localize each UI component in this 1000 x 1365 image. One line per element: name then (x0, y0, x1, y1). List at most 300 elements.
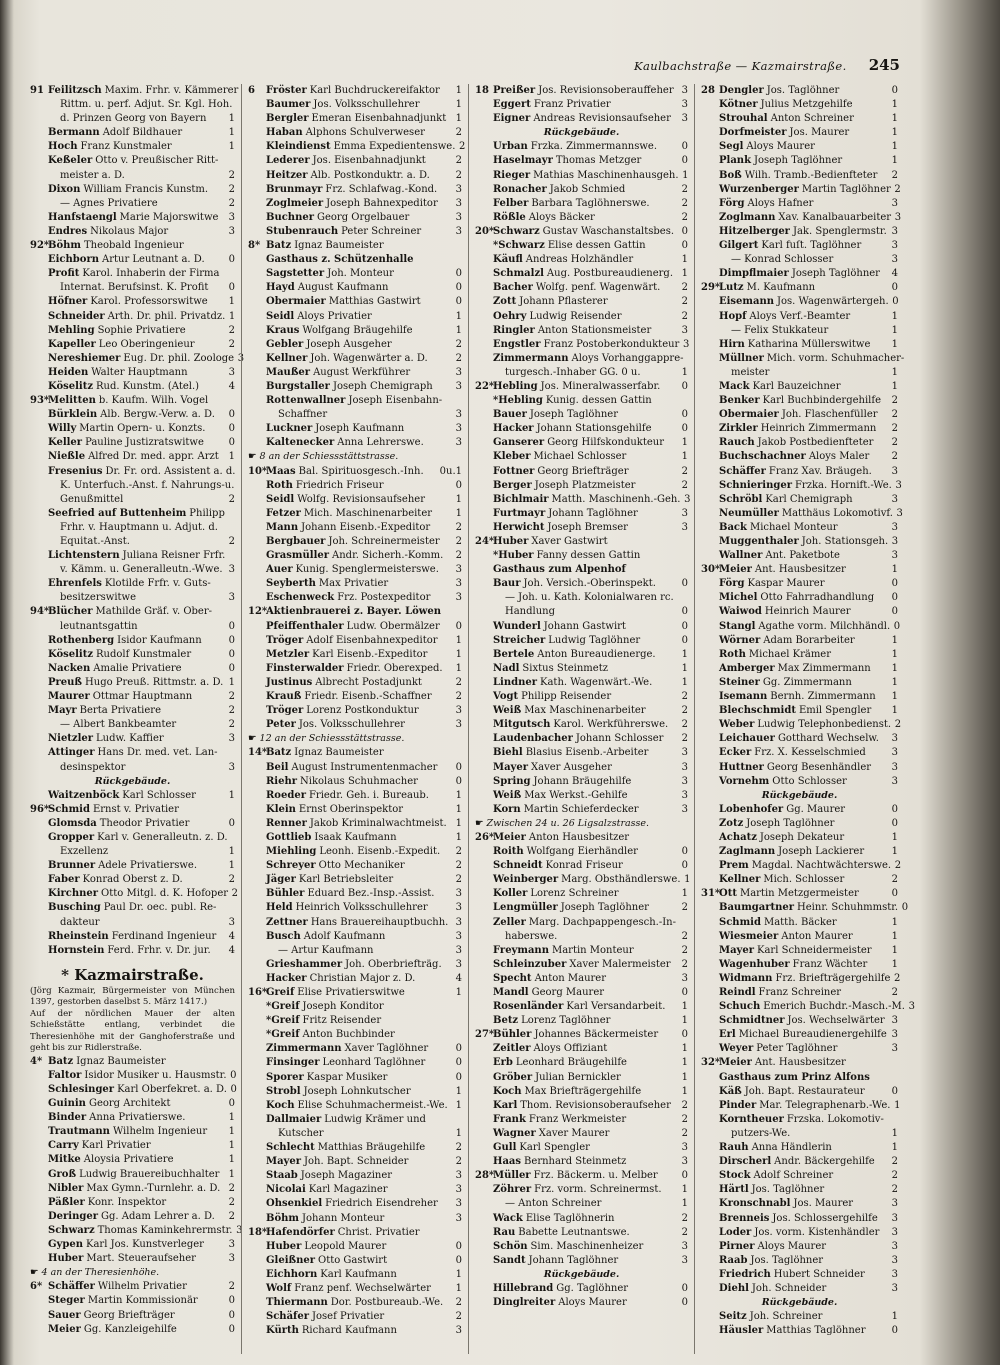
house-number (475, 1254, 493, 1268)
resident-description: Frz. Briefträgergehilfe (775, 972, 891, 984)
resident-description: Karol. Professorswitwe (90, 296, 208, 308)
floor-number: 1 (228, 1168, 235, 1180)
floor-number: 2 (455, 874, 462, 886)
resident-entry (475, 1282, 688, 1296)
resident-name: Nibler (48, 1182, 84, 1194)
house-number (701, 1268, 719, 1282)
resident-description: Wolfgang Eierhändler (526, 846, 638, 858)
resident-entry (701, 704, 898, 718)
resident-description: Joh. Schreiner (749, 1311, 823, 1323)
resident-description: Isaak Kaufmann (314, 831, 397, 843)
resident-entry (475, 310, 688, 324)
resident-name: Pinder (719, 1099, 757, 1111)
resident-name: Prem (719, 860, 749, 872)
house-number (475, 295, 493, 309)
resident-entry (30, 465, 235, 479)
resident-name: Batz (48, 1055, 74, 1067)
resident-description: Mich. Schlosser (763, 874, 845, 886)
floor-number: 0 (455, 282, 462, 294)
resident-entry (475, 986, 688, 1000)
floor-number: 3 (455, 225, 462, 237)
resident-entry (701, 1099, 901, 1113)
floor-number: 3 (891, 493, 898, 505)
house-number (475, 521, 493, 535)
floor-number: 0 (455, 1071, 462, 1083)
resident-entry (701, 817, 898, 831)
house-number: 31* (701, 888, 721, 900)
house-number (30, 211, 48, 225)
resident-name: Attinger (48, 747, 95, 759)
resident-name: Nietzler (48, 733, 94, 745)
floor-number: 1 (891, 324, 898, 336)
resident-name: Kellner (266, 352, 308, 364)
house-number (248, 281, 266, 295)
house-number (701, 450, 719, 464)
resident-name: Obermaier (266, 296, 326, 308)
resident-entry (248, 1000, 462, 1014)
resident-name: Bauer (493, 409, 527, 421)
resident-name: Hacker (266, 972, 307, 984)
house-number (701, 944, 719, 958)
floor-number: 3 (455, 719, 462, 731)
floor-number: 2 (681, 705, 688, 717)
floor-number: 1 (894, 1099, 901, 1111)
resident-description: Joseph Taglöhner (529, 409, 618, 421)
resident-name: Baur (493, 578, 521, 590)
floor-number: 1 (681, 1043, 688, 1055)
resident-description: Ludwig Reisender (529, 310, 622, 322)
resident-name: Faber (48, 874, 80, 886)
floor-number (686, 352, 694, 366)
house-number: 29* (701, 282, 721, 294)
floor-number: 0 (681, 1029, 688, 1041)
resident-name: Köselitz (48, 648, 94, 660)
resident-description: Heinrich Zimmermann (760, 423, 877, 435)
floor-number: 0 (455, 775, 462, 787)
resident-description: Friedrich Eisendreher (325, 1198, 438, 1210)
resident-name: Frank (493, 1113, 526, 1125)
resident-entry (701, 493, 898, 507)
resident-name: Eichborn (48, 254, 99, 266)
resident-name: Nadl (493, 662, 520, 674)
house-number (701, 930, 719, 944)
floor-number: 3 (455, 916, 462, 928)
resident-description: Max Privatier (318, 578, 389, 590)
floor-number: 1 (455, 634, 462, 646)
floor-number: 2 (681, 691, 688, 703)
resident-description: Wilh. Tramb.-Bedienfteter (744, 169, 878, 181)
house-number (475, 620, 493, 634)
floor-number (227, 901, 235, 915)
resident-name: Haas (493, 1156, 522, 1168)
floor-number: 2 (681, 719, 688, 731)
house-number (701, 845, 719, 859)
resident-description: Mar. Telegraphenarb.-We. (759, 1099, 891, 1111)
floor-number: 0 (681, 987, 688, 998)
house-number (701, 225, 719, 239)
house-number (701, 98, 719, 112)
resident-entry (30, 690, 235, 704)
resident-entry (701, 479, 902, 493)
resident-entry (701, 465, 898, 479)
floor-number: 1 (891, 1311, 898, 1323)
house-number (30, 1083, 48, 1097)
floor-number: 1 (681, 1057, 688, 1069)
resident-entry (248, 1324, 462, 1338)
resident-name: Held (266, 902, 293, 914)
resident-entry (475, 394, 688, 408)
resident-entry (701, 408, 898, 422)
resident-name: Schmid (719, 916, 761, 928)
house-number: 30* (701, 564, 721, 576)
resident-description: Jos. Revisionsoberauffeher (538, 85, 674, 96)
resident-entry-continuation (248, 1127, 462, 1141)
resident-name: Bermann (48, 127, 100, 139)
floor-number: 1 (228, 141, 235, 153)
house-number (701, 1014, 719, 1028)
house-number (475, 676, 493, 690)
floor-number: 3 (891, 254, 898, 266)
resident-name: Metzler (266, 648, 310, 660)
house-number (701, 831, 719, 845)
floor-number: 2 (681, 183, 688, 195)
floor-number: 3 (228, 916, 235, 928)
resident-entry (701, 436, 898, 450)
floor-number: 1 (681, 1001, 688, 1013)
resident-entry (701, 803, 898, 817)
resident-entry (475, 295, 688, 309)
house-number (475, 169, 493, 183)
resident-description: Anton Bureaudienerge. (537, 648, 656, 660)
floor-number: 1 (681, 888, 688, 900)
resident-name: Kürth (266, 1325, 299, 1337)
house-number (30, 253, 48, 267)
resident-entry (701, 887, 898, 901)
resident-name: Sauer (48, 1309, 81, 1321)
house-number (701, 732, 719, 746)
house-number (475, 324, 493, 338)
resident-name: Dorfmeister (719, 127, 787, 139)
floor-number: 4 (455, 972, 462, 984)
floor-number: 1 (455, 310, 462, 322)
resident-description: Konrad Oberst z. D. (82, 874, 183, 886)
resident-name: Hafendörfer (266, 1226, 335, 1238)
resident-entry (248, 662, 462, 676)
resident-entry (248, 253, 462, 267)
house-number (30, 1125, 48, 1139)
resident-name: Vogt (493, 691, 519, 703)
resident-description: Wolfg. Revisionsaufseher (297, 493, 425, 505)
resident-entry (475, 1141, 688, 1155)
house-number (475, 845, 493, 859)
house-number: 24* (475, 536, 495, 547)
resident-entry (248, 549, 462, 563)
street-description: Auf der nördlichen Mauer der alten Schießstätte entlang, verbindet die Theresienhöhe mit der Ganghoferstraße und geht bis zur Ridlerstraße. (30, 1008, 235, 1054)
resident-name: Ehrenfels (48, 578, 102, 590)
resident-description: Joseph Kaufmann (315, 423, 405, 435)
resident-description: Georg Briefträger (537, 465, 629, 477)
resident-entry (475, 98, 688, 112)
resident-entry (701, 140, 898, 154)
floor-number: 0 (681, 141, 688, 153)
resident-description: Aloys Maler (808, 451, 870, 463)
resident-description: Georg Maurer (531, 987, 605, 998)
house-number (475, 1127, 493, 1141)
resident-description: Adele Privatierswe. (98, 860, 198, 872)
floor-number: 2 (681, 1099, 688, 1111)
floor-number: 1 (891, 155, 898, 167)
resident-name: Loder (719, 1226, 752, 1238)
resident-description: Frz. Bäckerm. u. Melber (533, 1170, 658, 1182)
house-number (248, 1014, 266, 1028)
resident-name: Sagstetter (266, 268, 325, 280)
resident-entry (30, 1111, 235, 1125)
resident-name: Isemann (719, 691, 768, 703)
floor-number: 1 (891, 113, 898, 125)
resident-entry (30, 901, 235, 915)
resident-name: Gottlieb (266, 831, 312, 843)
resident-entry (701, 225, 898, 239)
location-note-text: 8 an der Schiessstättstrasse. (256, 451, 399, 463)
floor-number: 0 (681, 380, 688, 392)
resident-description (417, 253, 452, 267)
floor-number: 3 (681, 747, 688, 759)
house-number (701, 1042, 719, 1056)
resident-entry (30, 817, 235, 831)
resident-description: Ferd. Frhr. v. Dr. jur. (107, 944, 211, 956)
house-number (30, 1111, 48, 1125)
resident-entry (248, 831, 462, 845)
floor-number: 2 (681, 902, 688, 914)
resident-name: Busch (266, 930, 301, 942)
floor-number: 0 (681, 240, 688, 252)
house-number (475, 338, 493, 352)
resident-entry (475, 1042, 688, 1056)
resident-description: Albrecht Postadjunkt (315, 676, 422, 688)
resident-entry (475, 732, 688, 746)
resident-description: Karl Bauzeichner (752, 380, 841, 392)
floor-number: 3 (681, 113, 688, 125)
house-number (248, 1071, 266, 1085)
floor-number: 3 (455, 902, 462, 914)
floor-number: 2 (894, 860, 902, 872)
resident-description: Sixtus Steinmetz (522, 662, 608, 674)
resident-name: Steiner (719, 676, 760, 688)
resident-entry-continuation (30, 563, 235, 577)
resident-entry (30, 1182, 235, 1196)
floor-number: 0 (891, 282, 898, 294)
resident-entry-continuation (701, 1127, 898, 1141)
resident-entry (248, 986, 462, 1000)
resident-entry (30, 634, 235, 648)
resident-name: Lichtenstern (48, 550, 120, 562)
floor-number: 1 (228, 846, 235, 858)
house-number (475, 112, 493, 126)
floor-number: 2 (228, 1210, 235, 1222)
resident-description: Theodor Privatier (99, 817, 190, 829)
floor-number: 0 (230, 1084, 237, 1095)
resident-name: Brunmayr (266, 183, 323, 195)
resident-description: Nikolaus Schuhmacher (300, 775, 418, 787)
resident-entry (30, 183, 235, 197)
resident-entry (475, 422, 688, 436)
house-number (701, 352, 719, 366)
floor-number: 0 (228, 662, 235, 674)
resident-description: Anton Buchbinder (302, 1029, 395, 1041)
resident-description: Jos. Wechselwärter (787, 1015, 885, 1027)
floor-number: 2 (228, 1281, 235, 1293)
resident-entry (248, 859, 462, 873)
resident-description: — Albert Bankbeamter (60, 719, 177, 731)
resident-description: William Francis Kunstm. (83, 183, 209, 195)
resident-entry (475, 479, 688, 493)
resident-entry (248, 1085, 462, 1099)
resident-name: Wiesmeier (719, 930, 779, 942)
resident-entry (30, 887, 239, 901)
floor-number: 1 (891, 958, 898, 970)
resident-description: Wolfg. penf. Wagenwärt. (535, 282, 661, 294)
floor-number: 3 (228, 211, 235, 223)
floor-number: 0 (891, 85, 898, 96)
floor-number: 2 (455, 691, 462, 703)
resident-name: Seitz (719, 1311, 747, 1323)
resident-name: Dimpflmaier (719, 268, 789, 280)
floor-number: 1 (228, 1126, 235, 1138)
resident-name: Kapeller (48, 338, 96, 350)
resident-entry (701, 972, 901, 986)
floor-number: 3 (681, 775, 688, 787)
resident-entry (701, 1014, 898, 1028)
resident-description: Johann Eisenb.-Expeditor (301, 521, 431, 533)
resident-description: haberswe. (505, 930, 558, 942)
resident-name: Engstler (493, 338, 541, 350)
resident-name: Bichlmair (493, 493, 549, 505)
resident-name: Betz (493, 1015, 519, 1027)
house-number (248, 873, 266, 887)
floor-number: 3 (896, 507, 903, 519)
floor-number: 1 (681, 451, 688, 463)
resident-description: Elise dessen Gattin (547, 240, 646, 252)
floor-number: 2 (891, 409, 898, 421)
house-number (30, 1069, 48, 1083)
resident-entry (30, 450, 235, 464)
floor-number: 0 (891, 888, 898, 900)
resident-entry (30, 831, 235, 845)
floor-number: 3 (891, 550, 898, 562)
resident-description: meister (731, 366, 770, 378)
resident-name: Nießle (48, 451, 86, 463)
house-number (701, 197, 719, 211)
resident-name: Wallner (719, 550, 763, 562)
house-number (30, 1323, 48, 1337)
resident-description: Alb. Bergw.-Verw. a. D. (100, 409, 215, 421)
resident-name: Boß (719, 169, 742, 181)
floor-number: 1 (681, 1184, 688, 1196)
resident-entry (30, 338, 235, 352)
resident-entry (30, 873, 235, 887)
floor-number: 1 (455, 987, 462, 998)
resident-name: Karl (493, 1099, 518, 1111)
resident-entry-continuation (30, 761, 235, 775)
resident-entry (248, 1141, 462, 1155)
floor-number: 1 (228, 296, 235, 308)
house-number (248, 436, 266, 450)
floor-number (230, 831, 238, 845)
floor-number: 2 (455, 127, 462, 139)
resident-entry (30, 1139, 235, 1153)
resident-entry (30, 859, 235, 873)
resident-name: Mack (719, 380, 750, 392)
resident-name: Mayer (266, 1156, 301, 1168)
resident-entry (248, 422, 462, 436)
resident-entry-continuation (475, 605, 688, 619)
floor-number: 3 (891, 1268, 898, 1280)
resident-entry (701, 197, 898, 211)
location-note-text: 12 an der Schiessstättstrasse. (256, 733, 405, 745)
resident-name: Rieger (493, 169, 531, 181)
directory-columns (24, 84, 915, 1354)
resident-name: Stangl (719, 620, 756, 632)
house-number (701, 211, 719, 225)
floor-number: 1 (455, 113, 462, 125)
resident-description: Matthäus Lokomotivf. (781, 507, 893, 519)
resident-description: Karl fuſt. Taglöhner (761, 240, 862, 252)
resident-entry-continuation (30, 281, 235, 295)
house-number (701, 648, 719, 662)
floor-number: 0 (891, 606, 898, 618)
resident-entry (30, 549, 235, 563)
resident-entry (701, 930, 898, 944)
house-number (248, 789, 266, 803)
house-number (30, 789, 48, 803)
house-number (475, 1042, 493, 1056)
house-number (475, 944, 493, 958)
floor-number: 2 (228, 197, 235, 209)
house-number: 91 (30, 85, 44, 96)
floor-number: 2 (228, 691, 235, 703)
resident-entry (475, 746, 688, 760)
resident-name: Waiwod (719, 606, 762, 618)
resident-name: Mehling (48, 324, 95, 336)
house-number (248, 1240, 266, 1254)
resident-entry (248, 436, 462, 450)
floor-number (227, 605, 235, 619)
resident-entry (30, 507, 235, 521)
resident-name: Müller (493, 1170, 531, 1182)
floor-number: 3 (455, 705, 462, 717)
resident-description: Hugo Preuß. Rittmstr. a. D. (85, 676, 224, 688)
floor-number: 0 (681, 225, 688, 237)
resident-name: Guinin (48, 1098, 86, 1110)
resident-description: Michael Monteur (749, 521, 838, 533)
resident-name: Schäffer (719, 465, 766, 477)
resident-description: Joh. Flaschenfüller (781, 409, 878, 421)
resident-name: Lengmüller (493, 902, 558, 914)
resident-description: Anna Lehrerswe. (337, 437, 424, 449)
floor-number: 3 (681, 99, 688, 111)
floor-number: 2 (228, 719, 235, 731)
house-number (701, 1197, 719, 1211)
resident-entry (475, 972, 688, 986)
resident-name: Koller (493, 888, 528, 900)
resident-name: Maurer (48, 691, 90, 703)
resident-description: Gg. Zimmermann (762, 676, 852, 688)
house-number (30, 154, 48, 168)
resident-name: Willy (48, 423, 77, 435)
resident-name: Gebler (266, 338, 304, 350)
resident-name: Fresenius (48, 465, 103, 477)
floor-number (227, 577, 235, 591)
